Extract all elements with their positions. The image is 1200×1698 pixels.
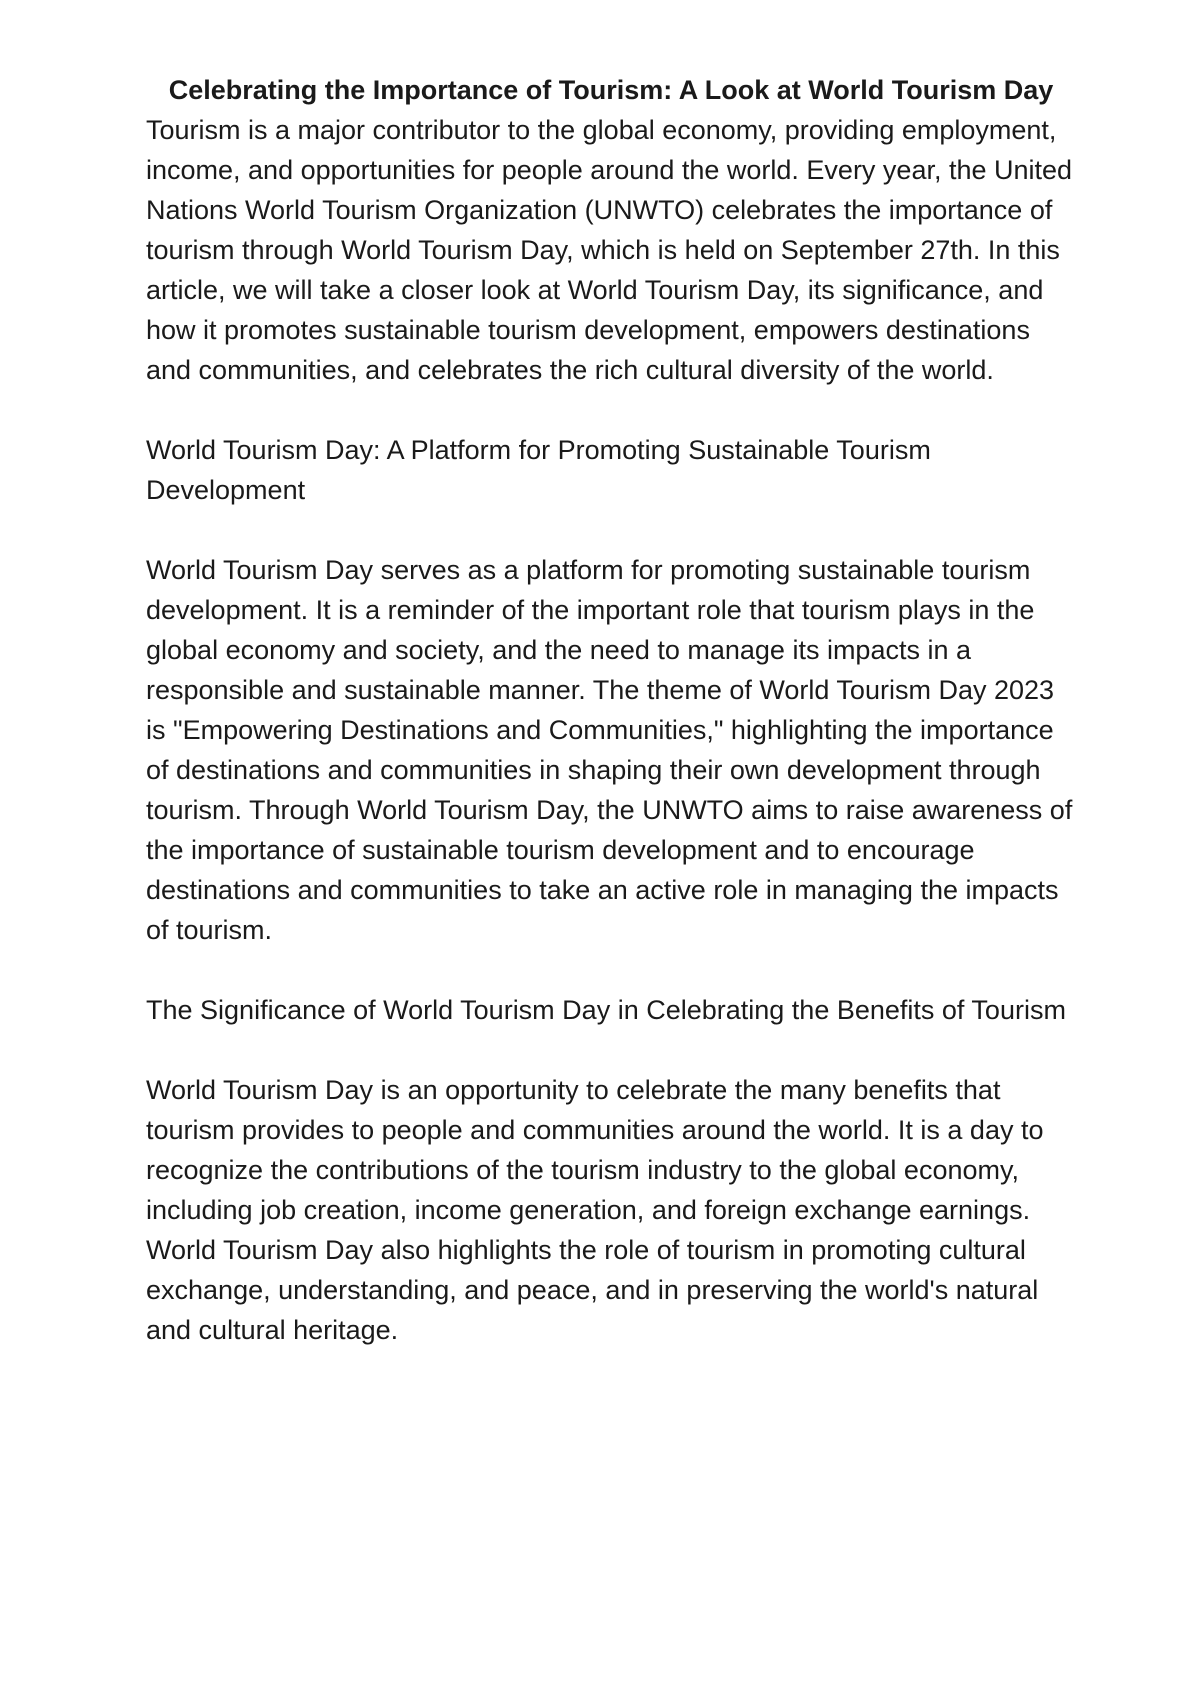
section-heading-significance: The Significance of World Tourism Day in Celebrating the Benefits of Tourism [146,995,1066,1025]
section-heading-sustainable-development: World Tourism Day: A Platform for Promoting Sustainable Tourism Development [146,435,931,505]
document-content [146,70,1076,1350]
section-body-sustainable-development: World Tourism Day serves as a platform for promoting sustainable tourism development. It is a reminder of the important role that tourism plays in the global economy and society, and the need to manage its impacts in a responsible and sustainable manner. The theme of World Tourism Day 2023 is "Empowering Destinations and Communities," highlighting the importance of destinations and communities in shaping their own development through tourism. Through World Tourism Day, the UNWTO aims to raise awareness of the importance of sustainable tourism development and to encourage destinations and communities to take an active role in managing the impacts of tourism. [146,555,1073,945]
paragraph-gap [146,1030,1076,1070]
paragraph-gap [146,390,1076,430]
paragraph-gap [146,950,1076,990]
document-title: Celebrating the Importance of Tourism: A Look at World Tourism Day [168,75,1054,105]
paragraph-gap [146,510,1076,550]
section-body-significance: World Tourism Day is an opportunity to celebrate the many benefits that tourism provides to people and communities around the world. It is a day to recognize the contributions of the tourism industry to the global economy, including job creation, income generation, and foreign exchange earnings. World Tourism Day also highlights the role of tourism in promoting cultural exchange, understanding, and peace, and in preserving the world's natural and cultural heritage. [146,1075,1044,1345]
intro-paragraph: Tourism is a major contributor to the global economy, providing employment, income, and opportunities for people around the world. Every year, the United Nations World Tourism Organization (UNWTO) celebrates the importance of tourism through World Tourism Day, which is held on September 27th. In this article, we will take a closer look at World Tourism Day, its significance, and how it promotes sustainable tourism development, empowers destinations and communities, and celebrates the rich cultural diversity of the world. [146,115,1073,385]
